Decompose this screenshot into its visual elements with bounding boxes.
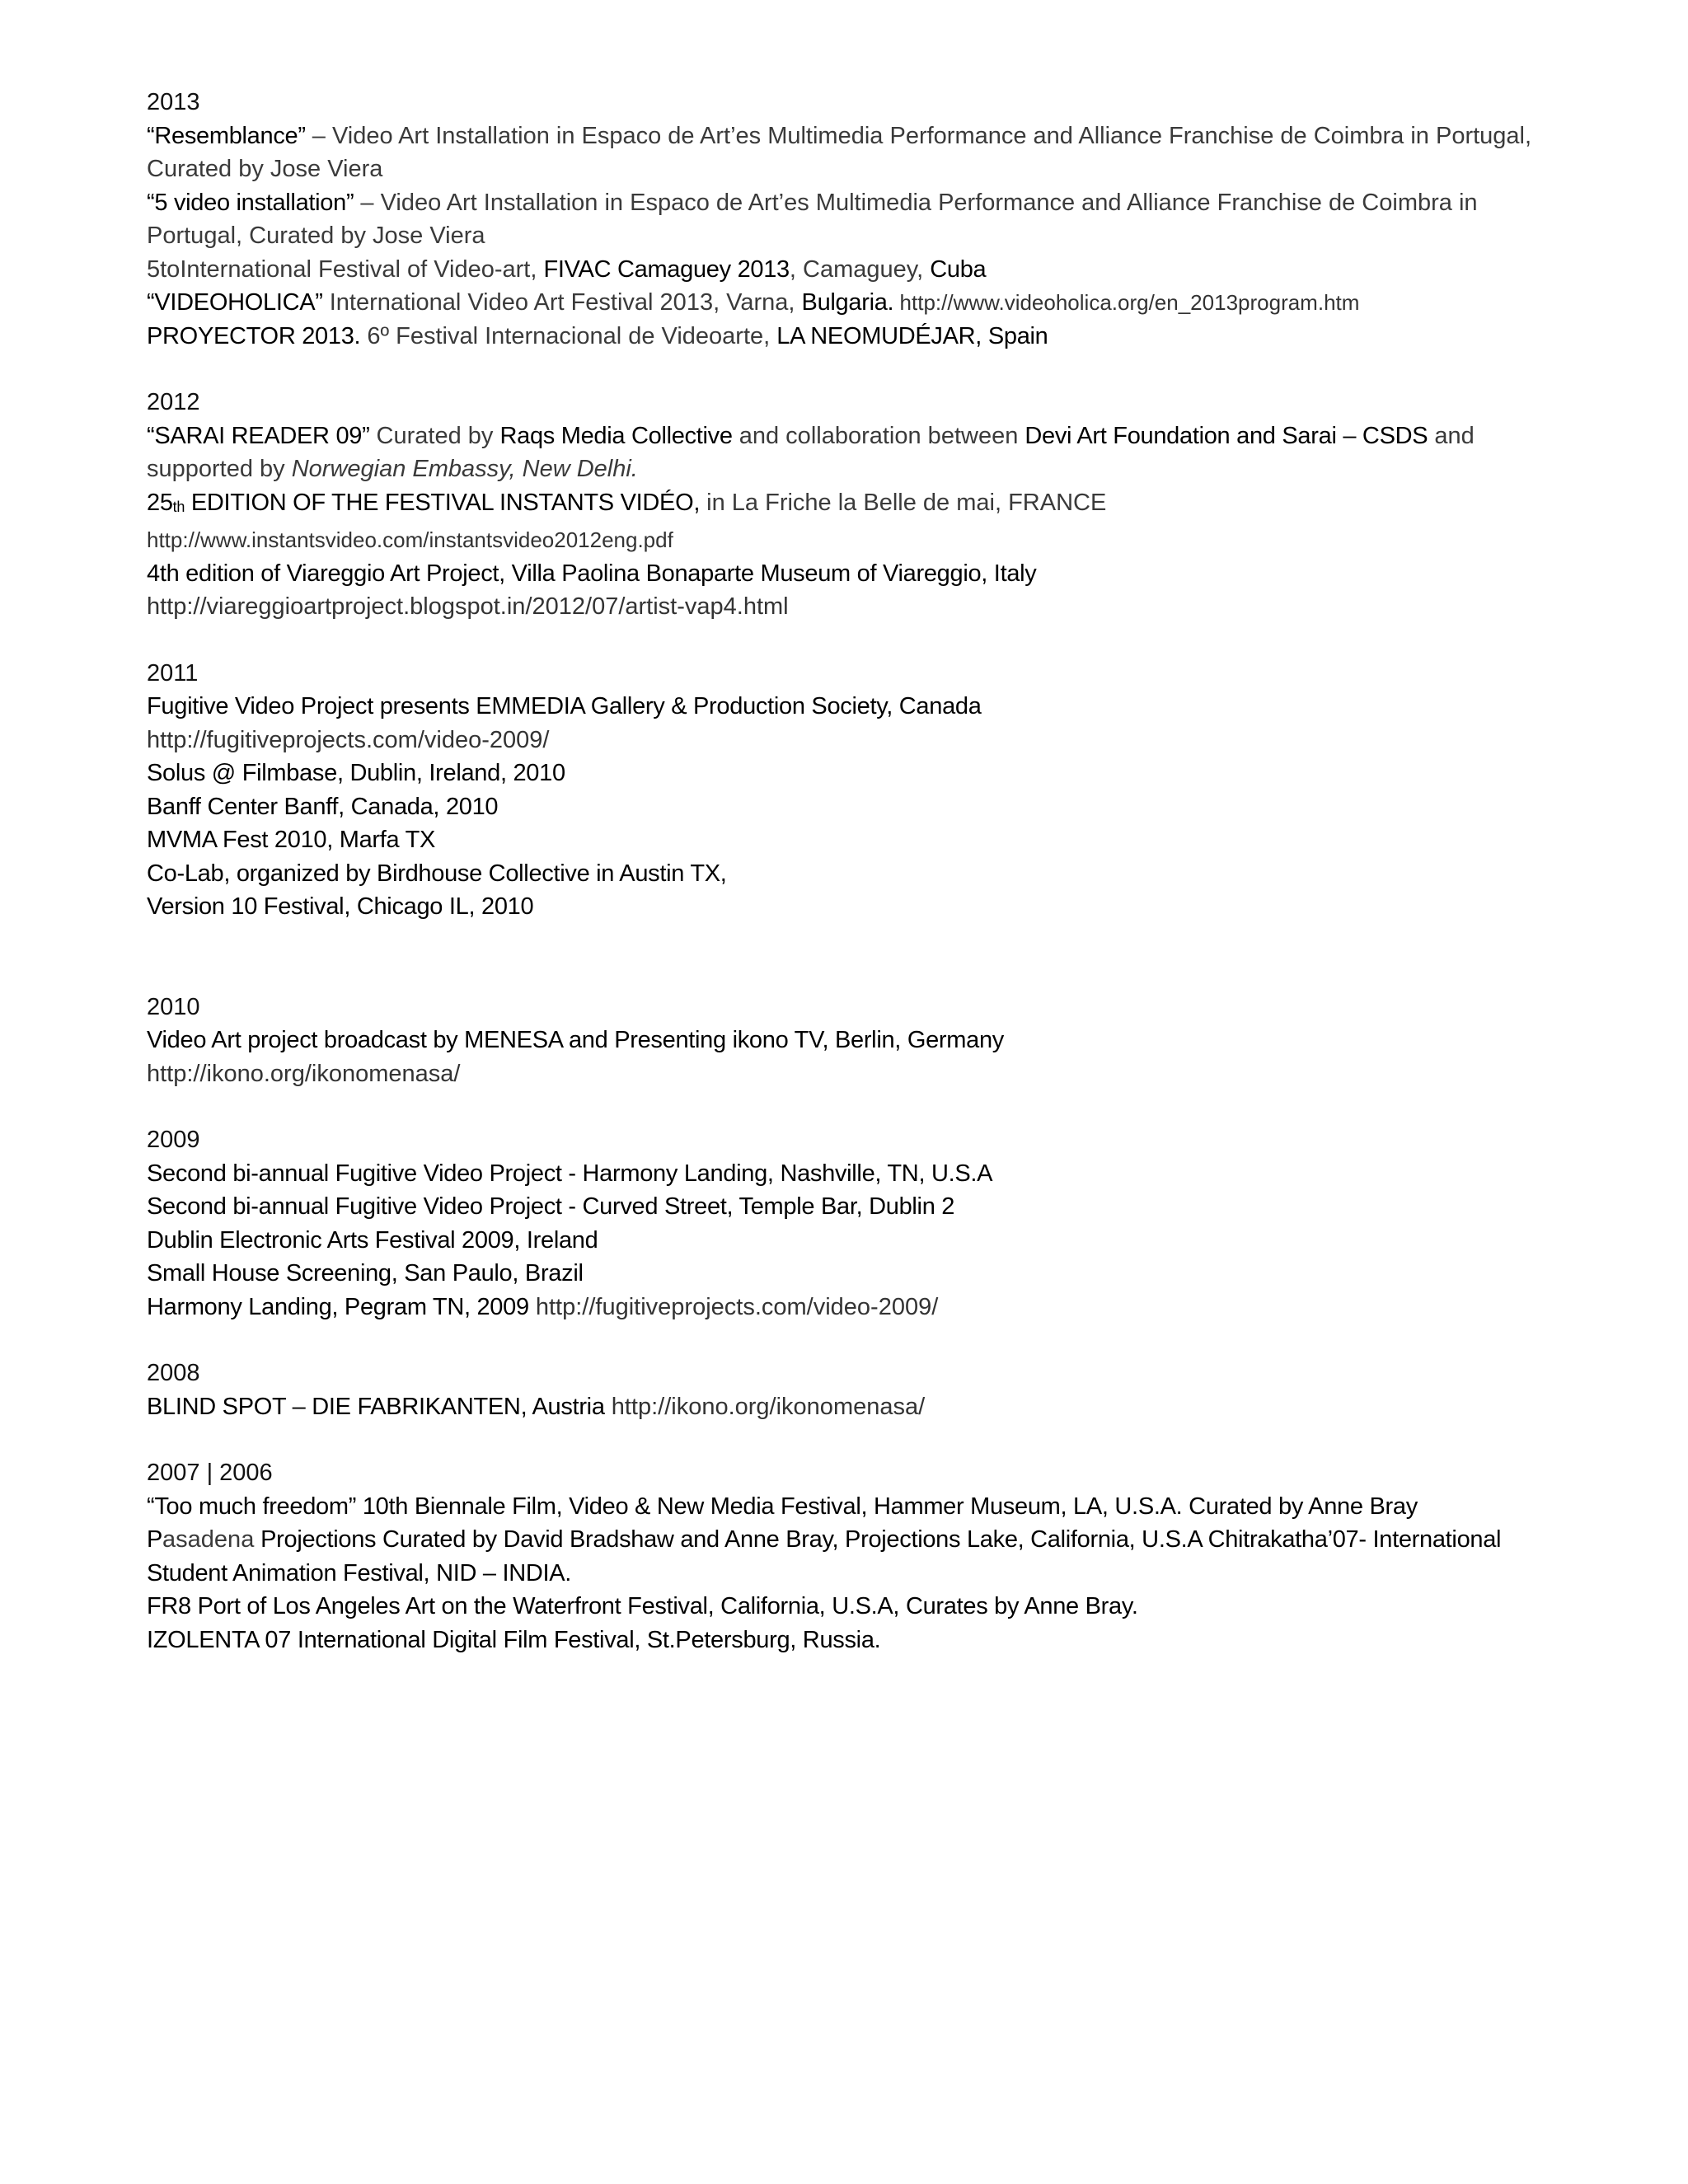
entry-highlight: Projections Curated by David Bradshaw and Anne Bray, Projections Lake, California, U.S.A Chitrakatha’07- International Student Animation Festival, NID – INDIA. [147,1526,1502,1586]
year-heading: 2009 [147,1127,200,1153]
entry-deaf: Dublin Electronic Arts Festival 2009, Ireland [147,1226,598,1254]
section-2011 [147,657,1540,924]
entry-fr8: FR8 Port of Los Angeles Art on the Waterfront Festival, California, U.S.A, Curates by Anne Bray. [147,1593,1138,1619]
entry-blind-spot [147,1390,1540,1424]
entry-version-10: Version 10 Festival, Chicago IL, 2010 [147,893,534,920]
entry-text: International Video Art Festival 2013, Varna, [322,289,802,316]
entry-co-lab: Co-Lab, organized by Birdhouse Collective in Austin TX, [147,860,727,887]
entry-highlight: P [147,1526,163,1553]
entry-text: in La Friche la Belle de mai, FRANCE [700,489,1107,516]
entry-fugitive-dublin: Second bi-annual Fugitive Video Project - Curved Street, Temple Bar, Dublin 2 [147,1193,955,1220]
entry-instants-video [147,486,1540,524]
entry-url[interactable]: http://www.instantsvideo.com/instantsvideo2012eng.pdf [147,527,673,552]
cv-exhibition-list [147,86,1540,1657]
entry-highlight: BLIND SPOT – DIE FABRIKANTEN, Austria [147,1393,605,1420]
entry-highlight: Bulgaria. [801,289,894,316]
entry-description: – Video Art Installation in Espaco de Art’es Multimedia Performance and Alliance Franchise de Coimbra in Portugal, Curated by Jose Viera [147,122,1532,182]
entry-url[interactable]: http://fugitiveprojects.com/video-2009/ [147,726,550,753]
entry-text: , Camaguey, [789,255,931,283]
entry-viareggio: 4th edition of Viareggio Art Project, Villa Paolina Bonaparte Museum of Viareggio, Italy [147,560,1037,587]
entry-5-video-installation [147,186,1540,253]
year-heading: 2012 [147,389,200,415]
entry-fugitive-nashville: Second bi-annual Fugitive Video Project - Harmony Landing, Nashville, TN, U.S.A [147,1160,993,1187]
entry-highlight: “SARAI READER 09” [147,422,370,449]
entry-text: and supported by [147,422,1475,482]
entry-harmony-landing [147,1291,1540,1324]
entry-highlight: PROYECTOR 2013. [147,322,361,349]
year-heading: 2011 [147,659,199,687]
entry-text: 6º Festival Internacional de Videoarte, [360,322,777,349]
year-heading: 2013 [147,89,200,115]
entry-videoholica [147,286,1540,320]
spacer [147,924,1540,991]
entry-url[interactable]: http://www.videoholica.org/en_2013program.htm [893,290,1360,315]
entry-highlight: “VIDEOHOLICA” [147,289,323,316]
entry-highlight: Harmony Landing, Pegram TN, 2009 [147,1293,529,1320]
entry-text: Curated by [369,422,500,449]
section-2012 [147,386,1540,624]
entry-text: asadena [162,1526,255,1553]
entry-description: – Video Art Installation in Espaco de Art’es Multimedia Performance and Alliance Franchise de Coimbra in Portugal, Curated by Jose Viera [147,189,1478,249]
entry-text: and collaboration between [732,422,1025,449]
year-heading: 2008 [147,1360,200,1386]
section-2008 [147,1357,1540,1423]
spacer [147,1423,1540,1456]
year-heading: 2007 | 2006 [147,1460,273,1486]
entry-title: “Resemblance” [147,122,306,149]
entry-solus: Solus @ Filmbase, Dublin, Ireland, 2010 [147,760,565,786]
entry-menesa: Video Art project broadcast by MENESA and Presenting ikono TV, Berlin, Germany [147,1027,1004,1053]
entry-url[interactable]: http://ikono.org/ikonomenasa/ [147,1060,461,1087]
entry-highlight: LA NEOMUDÉJAR, Spain [776,322,1048,349]
entry-fivac [147,253,1540,287]
entry-sarai-reader [147,419,1540,486]
section-2013 [147,86,1540,353]
entry-highlight: EDITION OF THE FESTIVAL INSTANTS VIDÉO, [185,489,701,516]
spacer [147,1324,1540,1357]
entry-highlight: Devi Art Foundation and Sarai – CSDS [1025,422,1428,449]
entry-italic: Norwegian Embassy, New Delhi. [291,456,638,482]
entry-izolenta: IZOLENTA 07 International Digital Film Festival, St.Petersburg, Russia. [147,1626,881,1653]
ordinal-suffix: th [172,498,185,515]
entry-proyector [147,320,1540,354]
entry-highlight: FIVAC Camaguey 2013 [543,255,790,283]
entry-resemblance [147,120,1540,186]
entry-fugitive-emmedia: Fugitive Video Project presents EMMEDIA Gallery & Production Society, Canada [147,693,982,719]
entry-mvma: MVMA Fest 2010, Marfa TX [147,827,436,853]
entry-url[interactable]: http://viareggioartproject.blogspot.in/2012/07/artist-vap4.html [147,593,789,620]
entry-too-much-freedom: “Too much freedom” 10th Biennale Film, Video & New Media Festival, Hammer Museum, LA, U.S.A. Curated by Anne Bray [147,1493,1418,1520]
entry-banff: Banff Center Banff, Canada, 2010 [147,793,499,820]
entry-highlight: Cuba [930,255,987,283]
entry-pasadena-projections [147,1523,1540,1590]
entry-highlight: Raqs Media Collective [499,422,733,449]
entry-small-house: Small House Screening, San Paulo, Brazil [147,1260,584,1286]
entry-url[interactable]: http://fugitiveprojects.com/video-2009/ [528,1293,939,1320]
spacer [147,1090,1540,1123]
section-2010 [147,991,1540,1091]
entry-highlight: 25 [147,489,173,516]
spacer [147,624,1540,657]
section-2007-2006 [147,1456,1540,1657]
entry-url[interactable]: http://ikono.org/ikonomenasa/ [604,1393,926,1420]
spacer [147,353,1540,386]
year-heading: 2010 [147,993,200,1020]
entry-text: 5toInternational Festival of Video-art, [147,255,544,283]
entry-title: “5 video installation” [147,189,354,216]
section-2009 [147,1123,1540,1324]
